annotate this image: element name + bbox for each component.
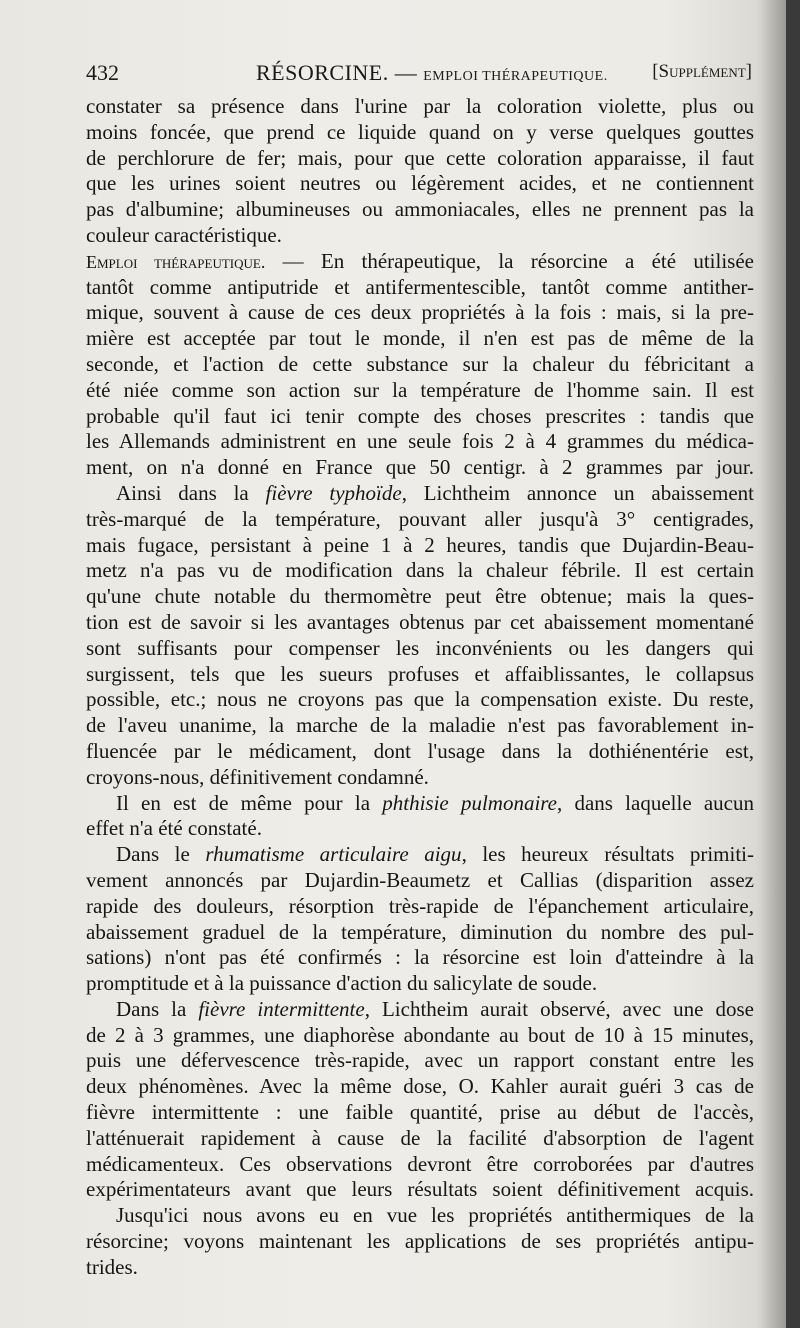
line-text: puis une défervescence très-rapide, avec un rapport constant entre les (86, 1048, 754, 1073)
text-line (86, 971, 754, 997)
text-line (86, 816, 754, 842)
line-text: tantôt comme antiputride et antifermentescible, tantôt comme antither- (86, 274, 754, 299)
text-line (86, 945, 754, 971)
text-line (86, 507, 754, 533)
line-text: de perchlorure de fer; mais, pour que cette coloration apparaisse, il faut (86, 145, 754, 170)
italic-term: phthisie pulmonaire (382, 790, 558, 815)
italic-term: rhumatisme articulaire aigu (205, 842, 462, 867)
text-line (86, 1229, 754, 1255)
line-text: résorcine; voyons maintenant les applications de ses propriétés antipu- (86, 1229, 754, 1254)
line-text: mais fugace, persistant à peine 1 à 2 heures, tandis que Dujardin-Beau- (86, 532, 754, 557)
text-line (86, 300, 754, 326)
line-text: rapide des douleurs, résorption très-rapide de l'épanchement articulaire, (86, 893, 754, 918)
line-text: très-marqué de la température, pouvant aller jusqu'à 3° centigrades, (86, 506, 754, 531)
text-line (86, 687, 754, 713)
text-line (86, 1255, 754, 1281)
line-text: — En thérapeutique, la résorcine a été utilisée (265, 248, 754, 273)
line-text: , Lichtheim annonce un abaissement (401, 480, 755, 505)
body-text (86, 94, 754, 1281)
line-text: Jusqu'ici nous avons eu en vue les propriétés antithermiques de la (116, 1203, 754, 1228)
text-line (86, 920, 754, 946)
title-subtitle: EMPLOI THÉRAPEUTIQUE. (423, 69, 608, 84)
line-text: effet n'a été constaté. (86, 816, 262, 841)
line-text: les Allemands administrent en une seule fois 2 à 4 grammes du médica- (86, 429, 754, 454)
title-main: RÉSORCINE. (256, 60, 389, 85)
text-line (86, 997, 754, 1023)
text-line (86, 842, 754, 868)
text-line (86, 197, 754, 223)
line-text: pas d'albumine; albumineuses ou ammoniacales, elles ne prennent pas la (86, 197, 754, 222)
line-text: de l'aveu unanime, la marche de la maladie n'est pas favorablement in- (86, 713, 754, 738)
line-text: couleur caractéristique. (86, 222, 282, 247)
text-line (86, 275, 754, 301)
text-line (86, 223, 754, 249)
text-line (86, 249, 754, 275)
line-text: été niée comme son action sur la température de l'homme sain. Il est (86, 377, 754, 402)
line-text: tion est de savoir si les avantages obtenus par cet abaissement momentané (86, 609, 754, 634)
line-text: fièvre intermittente : une faible quantité, prise au début de l'accès, (86, 1100, 754, 1125)
text-line (86, 1177, 754, 1203)
text-line (86, 739, 754, 765)
line-text: constater sa présence dans l'urine par la coloration violette, plus ou (86, 94, 754, 118)
page-number: 432 (86, 60, 119, 85)
text-line (86, 171, 754, 197)
line-text: mique, souvent à cause de ces deux propriétés à la fois : mais, si la pre- (86, 300, 754, 325)
line-text: probable qu'il faut ici tenir compte des choses prescrites : tandis que (86, 403, 754, 428)
line-text: qu'une chute notable du thermomètre peut être obtenue; mais la ques- (86, 584, 754, 609)
line-prefix: Dans le (116, 842, 206, 867)
text-line (86, 1074, 754, 1100)
text-line (86, 791, 754, 817)
text-line (86, 1203, 754, 1229)
text-line (86, 765, 754, 791)
text-line (86, 636, 754, 662)
text-line (86, 713, 754, 739)
text-line (86, 584, 754, 610)
line-prefix: Ainsi dans la (116, 480, 266, 505)
line-text: médicamenteux. Ces observations devront être corroborées par d'autres (86, 1151, 754, 1176)
line-text: abaissement graduel de la température, diminution du nombre des pul- (86, 919, 754, 944)
line-text: surgissent, tels que les sueurs profuses et affaiblissantes, le collapsus (86, 661, 754, 686)
text-line (86, 1048, 754, 1074)
text-line (86, 481, 754, 507)
text-line (86, 1152, 754, 1178)
italic-term: fièvre typhoïde (265, 480, 402, 505)
line-prefix: Il en est de même pour la (116, 790, 383, 815)
text-line (86, 404, 754, 430)
line-text: deux phénomènes. Avec la même dose, O. Kahler aurait guéri 3 cas de (86, 1074, 754, 1099)
line-text: vement annoncés par Dujardin-Beaumetz et Callias (disparition assez (86, 867, 754, 892)
italic-term: fièvre intermittente (198, 996, 365, 1021)
line-prefix: Dans la (116, 996, 199, 1021)
line-text: l'atténuerait rapidement à cause de la facilité d'absorption de l'agent (86, 1125, 754, 1150)
title-dash: — (388, 60, 424, 85)
text-line (86, 1023, 754, 1049)
line-text: promptitude et à la puissance d'action du salicylate de soude. (86, 971, 598, 996)
text-line (86, 94, 754, 120)
text-line (86, 1126, 754, 1152)
line-text: fluencée par le médicament, dont l'usage dans la dothiénentérie est, (86, 738, 754, 763)
line-text: trides. (86, 1254, 138, 1279)
line-text: , Lichtheim aurait observé, avec une dose (364, 996, 754, 1021)
line-text: mière est acceptée par tout le monde, il n'en est pas de même de la (86, 326, 754, 351)
text-line (86, 455, 754, 481)
running-title (256, 60, 608, 86)
line-text: , les heureux résultats primiti- (461, 842, 754, 867)
text-line (86, 429, 754, 455)
line-text: que les urines soient neutres ou légèrement acides, et ne contiennent (86, 171, 754, 196)
running-header (86, 58, 752, 88)
section-label: [Supplément] (652, 61, 752, 82)
text-line (86, 146, 754, 172)
line-text: seconde, et l'action de cette substance sur la chaleur du fébricitant a (86, 351, 754, 376)
line-text: croyons-nous, définitivement condamné. (86, 764, 429, 789)
text-line (86, 610, 754, 636)
text-line (86, 326, 754, 352)
line-text: metz n'a pas vu de modification dans la chaleur fébrile. Il est certain (86, 558, 754, 583)
line-text: , dans laquelle aucun (557, 790, 755, 815)
line-text: sont suffisants pour compenser les inconvénients ou les dangers qui (86, 635, 754, 660)
text-line (86, 533, 754, 559)
text-line (86, 894, 754, 920)
line-text: sations) n'ont pas été confirmés : la résorcine est loin d'atteindre à la (86, 945, 754, 970)
text-line (86, 558, 754, 584)
text-line (86, 120, 754, 146)
line-text: de 2 à 3 grammes, une diaphorèse abondante au bout de 10 à 15 minutes, (86, 1022, 754, 1047)
text-line (86, 352, 754, 378)
line-text: expérimentateurs avant que leurs résultats soient définitivement acquis. (86, 1177, 754, 1202)
text-line (86, 662, 754, 688)
text-line (86, 1100, 754, 1126)
text-line (86, 868, 754, 894)
line-text: possible, etc.; nous ne croyons pas que la compensation existe. Du reste, (86, 687, 754, 712)
line-text: ment, on n'a donné en France que 50 centigr. à 2 grammes par jour. (86, 455, 754, 480)
section-heading: Emploi thérapeutique. (86, 251, 266, 272)
text-line (86, 378, 754, 404)
line-text: moins foncée, que prend ce liquide quand on y verse quelques gouttes (86, 119, 754, 144)
